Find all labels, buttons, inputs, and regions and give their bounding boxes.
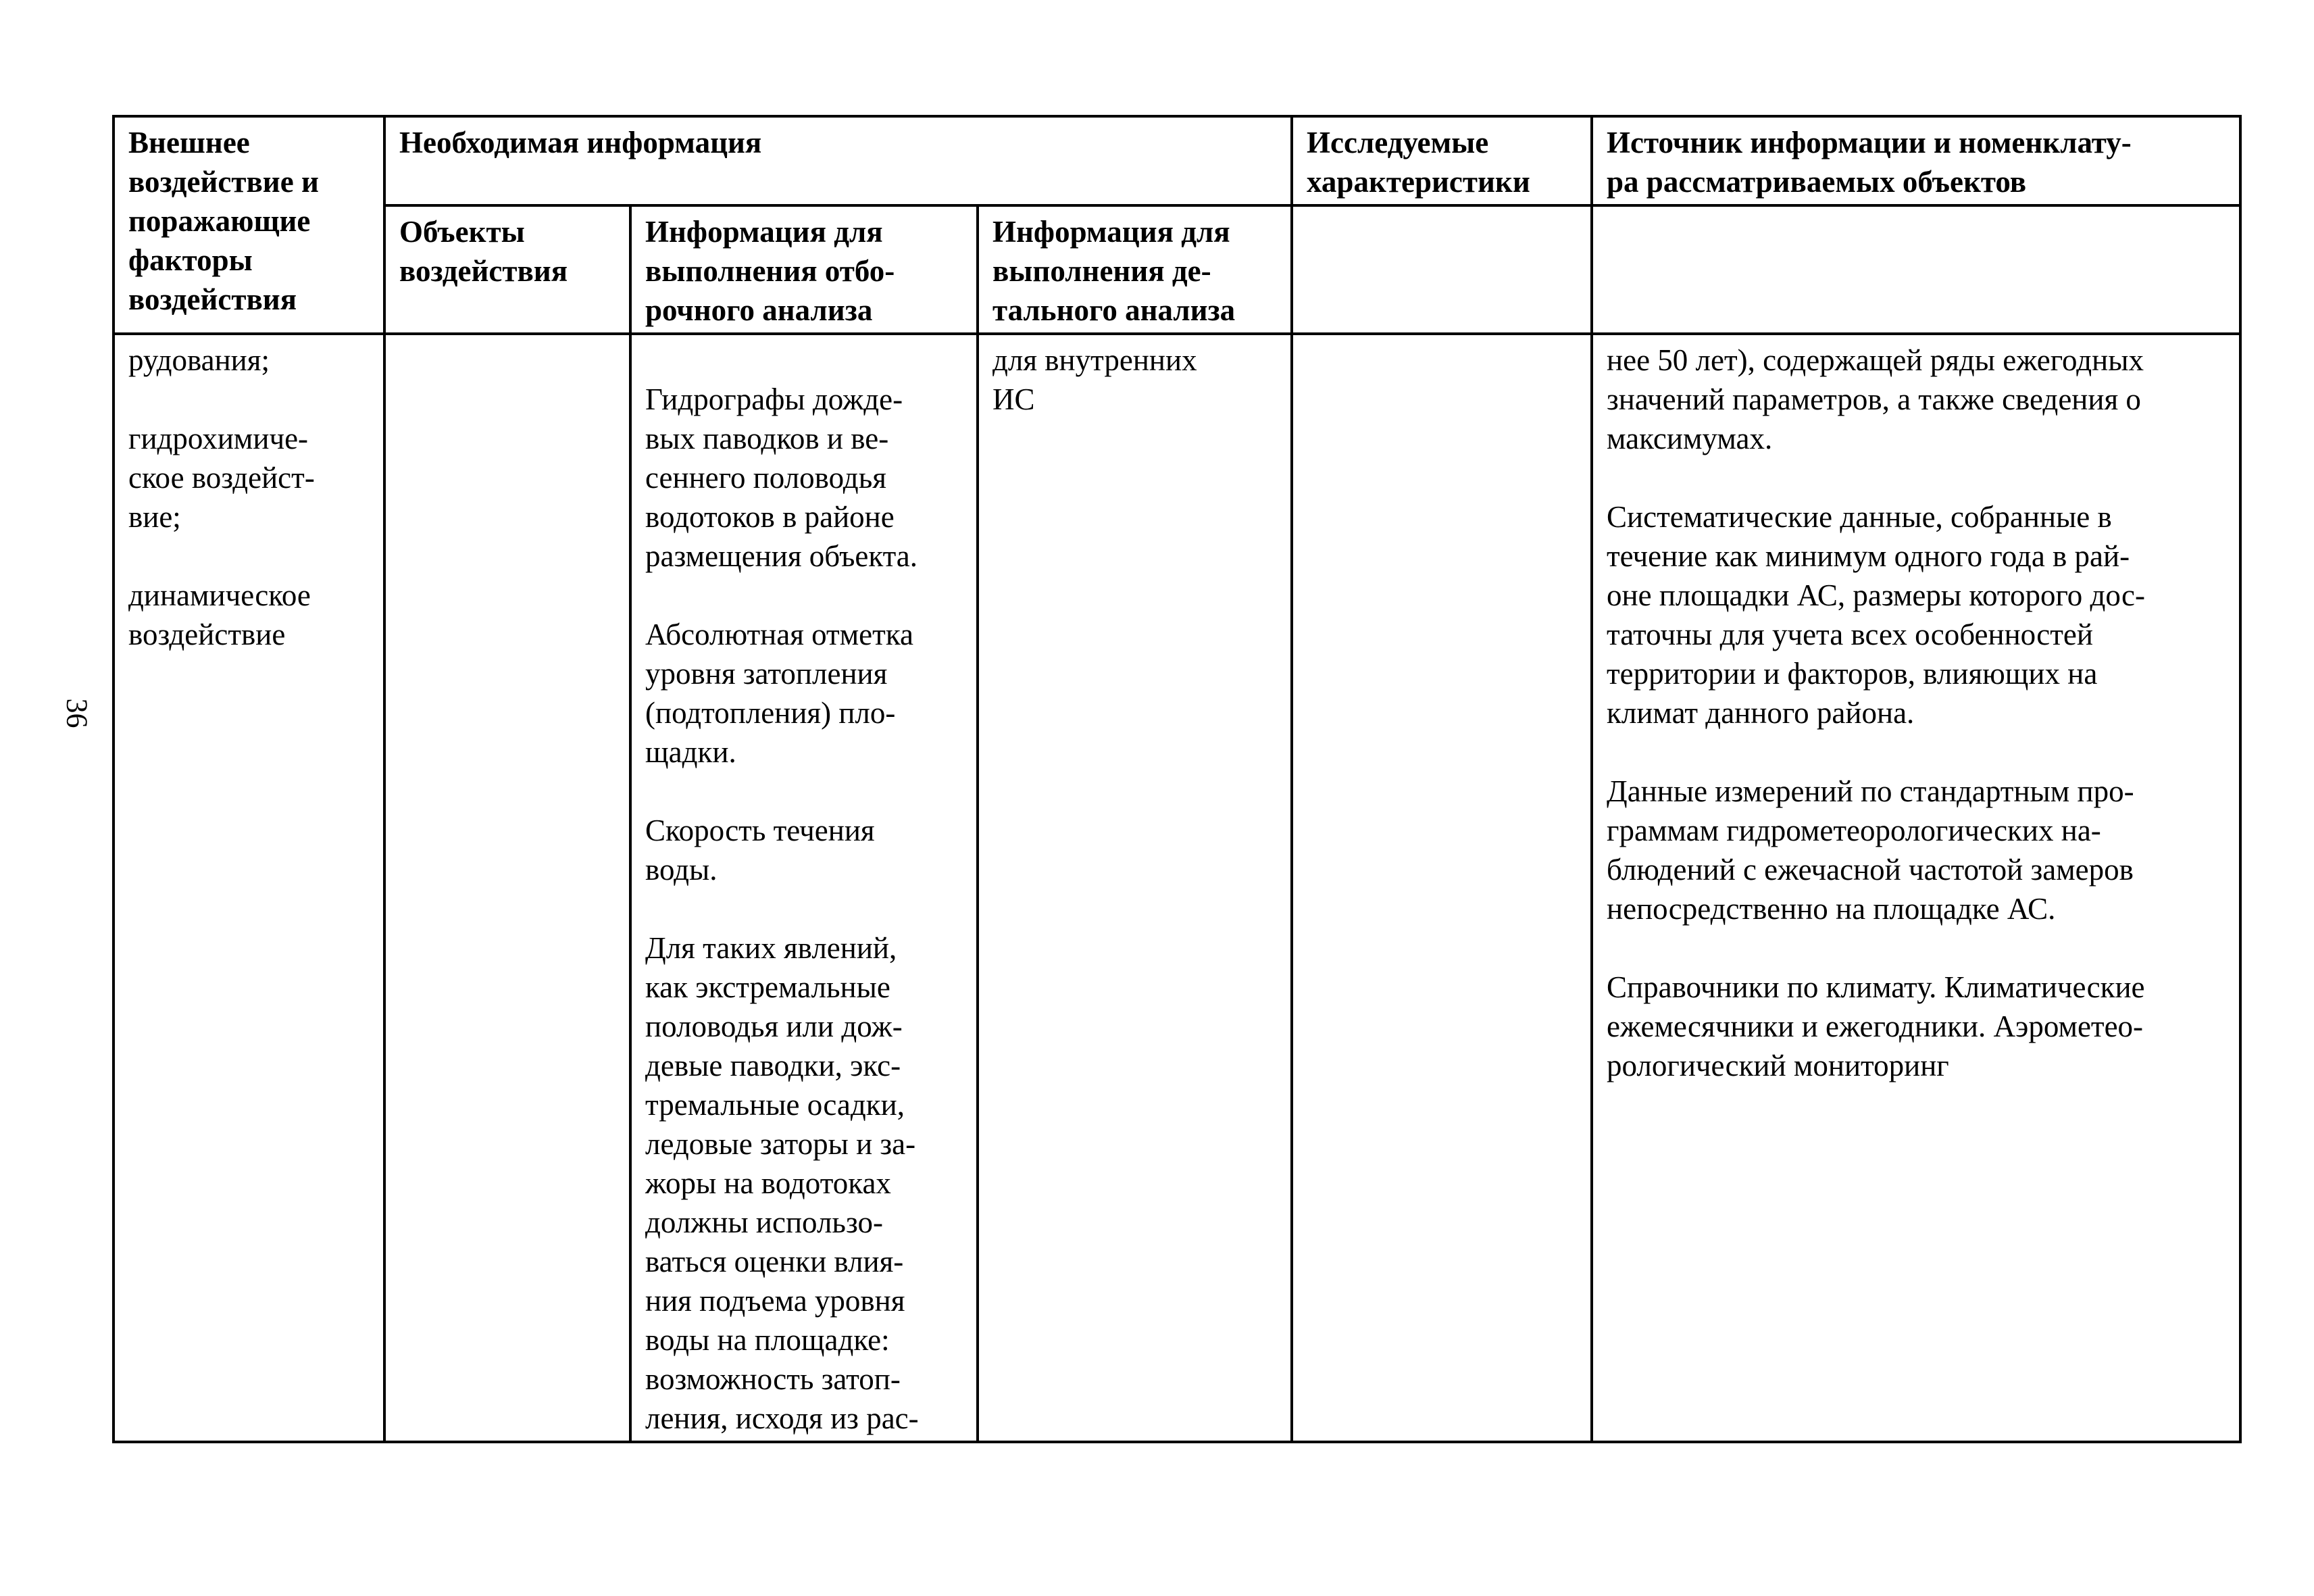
cell-impacts bbox=[114, 334, 384, 1442]
source-item: Справочники по климату. Климатические ежемесячники и ежегодники. Аэрометео- рологический мониторинг bbox=[1607, 970, 2145, 1082]
screening-item: Абсолютная отметка уровня затопления (подтопления) пло- щадки. bbox=[645, 618, 913, 769]
header-objects: Объекты воздействия bbox=[384, 205, 630, 334]
screening-item: Скорость течения воды. bbox=[645, 814, 875, 887]
cell-screening bbox=[630, 334, 978, 1442]
header-characteristics-empty bbox=[1292, 205, 1592, 334]
info-table bbox=[112, 115, 2242, 1443]
header-source-empty bbox=[1592, 205, 2240, 334]
header-detailed: Информация для выполнения де- тального анализа bbox=[978, 205, 1292, 334]
source-item: Данные измерений по стандартным про- граммам гидрометеорологических на- блюдений с ежечасной частотой замеров непосредственно на площадке АС. bbox=[1607, 774, 2134, 926]
cell-sources bbox=[1592, 334, 2240, 1442]
header-screening: Информация для выполнения отбо- рочного анализа bbox=[630, 205, 978, 334]
screening-item: Для таких явлений, как экстремальные половодья или дож- девые паводки, экс- тремальные осадки, ледовые заторы и за- жоры на водотоках должны использо- ваться оценки влия- ния подъема уровня воды на площадке: возможность затоп- ления, исходя из рас- bbox=[645, 931, 919, 1435]
impact-item: гидрохимиче- ское воздейст- вие; bbox=[128, 422, 315, 534]
header-impact: Внешнее воздействие и поражающие факторы воздействия bbox=[114, 116, 384, 334]
header-required-info: Необходимая информация bbox=[384, 116, 1292, 205]
cell-characteristics bbox=[1292, 334, 1592, 1442]
source-item: Систематические данные, собранные в течение как минимум одного года в рай- оне площадки АС, размеры которого дос- таточны для учета всех особенностей территории и факторов, влияющих на климат данного района. bbox=[1607, 500, 2146, 730]
cell-objects bbox=[384, 334, 630, 1442]
table-row bbox=[114, 334, 2240, 1442]
impact-item: динамическое воздействие bbox=[128, 578, 311, 651]
header-source: Источник информации и номенклату- ра рассматриваемых объектов bbox=[1592, 116, 2240, 205]
cell-detailed: для внутренних ИС bbox=[978, 334, 1292, 1442]
page-number: 36 bbox=[60, 698, 94, 728]
header-row-1 bbox=[114, 116, 2240, 205]
header-characteristics: Исследуемые характеристики bbox=[1292, 116, 1592, 205]
impact-item: рудования; bbox=[128, 343, 270, 377]
source-item: нее 50 лет), содержащей ряды ежегодных значений параметров, а также сведения о максимумах. bbox=[1607, 343, 2144, 455]
screening-item: Гидрографы дожде- вых паводков и ве- сеннего половодья водотоков в районе размещения объекта. bbox=[645, 382, 918, 573]
header-row-2 bbox=[114, 205, 2240, 334]
